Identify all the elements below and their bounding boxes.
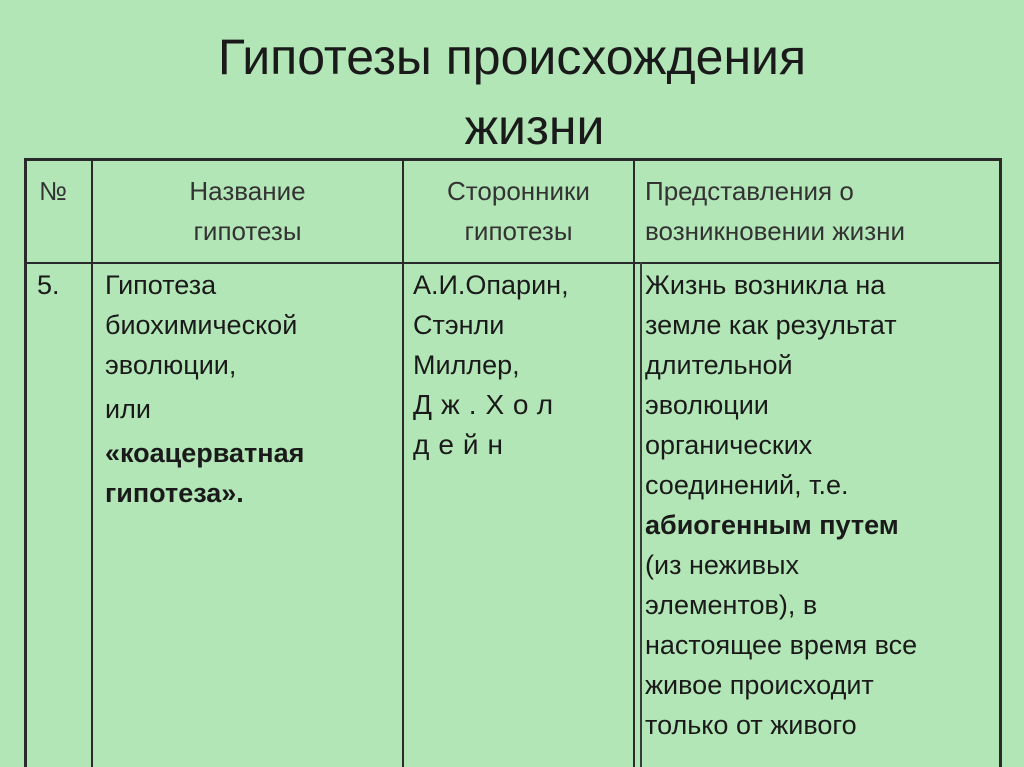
supporter-line: Дж.Хол [413, 389, 563, 420]
slide-title [0, 22, 1024, 162]
title-line-2: жизни [464, 99, 605, 155]
name-line: Гипотеза [105, 270, 217, 300]
header-hypothesis-name [93, 171, 402, 251]
header-number: № [39, 176, 67, 206]
name-line-bold: гипотеза». [105, 478, 244, 508]
name-line: биохимической [105, 310, 298, 340]
row-ideas [645, 265, 1000, 745]
ideas-line: живое происходит [645, 670, 874, 700]
title-line-1: Гипотезы происхождения [217, 29, 807, 85]
column-divider [91, 161, 93, 767]
ideas-line: органических [645, 430, 813, 460]
name-line: или [105, 394, 151, 424]
ideas-line: земле как результат [645, 310, 897, 340]
header-name-line: гипотезы [193, 216, 302, 246]
ideas-line: только от живого [645, 710, 857, 740]
row-number: 5. [37, 270, 60, 300]
header-divider [27, 262, 999, 264]
header-ideas-line: Представления о [645, 176, 854, 206]
column-divider [640, 262, 642, 767]
header-supporters [404, 171, 633, 251]
header-supporters-line: Сторонники [447, 176, 590, 206]
supporter-line: Стэнли [413, 310, 505, 340]
name-line: эволюции, [105, 350, 237, 380]
ideas-line: (из неживых [645, 550, 799, 580]
column-divider [402, 161, 404, 767]
name-line-bold: «коацерватная [105, 438, 305, 468]
supporter-line: Миллер, [413, 350, 520, 380]
ideas-line: соединений, т.е. [645, 470, 849, 500]
ideas-line: настоящее время все [645, 630, 918, 660]
ideas-line: длительной [645, 350, 793, 380]
row-supporters [413, 265, 633, 465]
header-ideas-line: возникновении жизни [645, 216, 906, 246]
supporter-line: дейн [413, 429, 513, 460]
ideas-line: элементов), в [645, 590, 818, 620]
ideas-line: эволюции [645, 390, 769, 420]
header-ideas [645, 171, 905, 251]
supporter-line: А.И.Опарин, [413, 270, 569, 300]
header-supporters-line: гипотезы [464, 216, 573, 246]
row-hypothesis-name [105, 265, 395, 513]
hypothesis-table [24, 158, 1002, 767]
ideas-line: Жизнь возникла на [645, 270, 886, 300]
column-divider [633, 161, 635, 767]
ideas-line-bold: абиогенным путем [645, 510, 899, 540]
header-name-line: Название [189, 176, 306, 206]
